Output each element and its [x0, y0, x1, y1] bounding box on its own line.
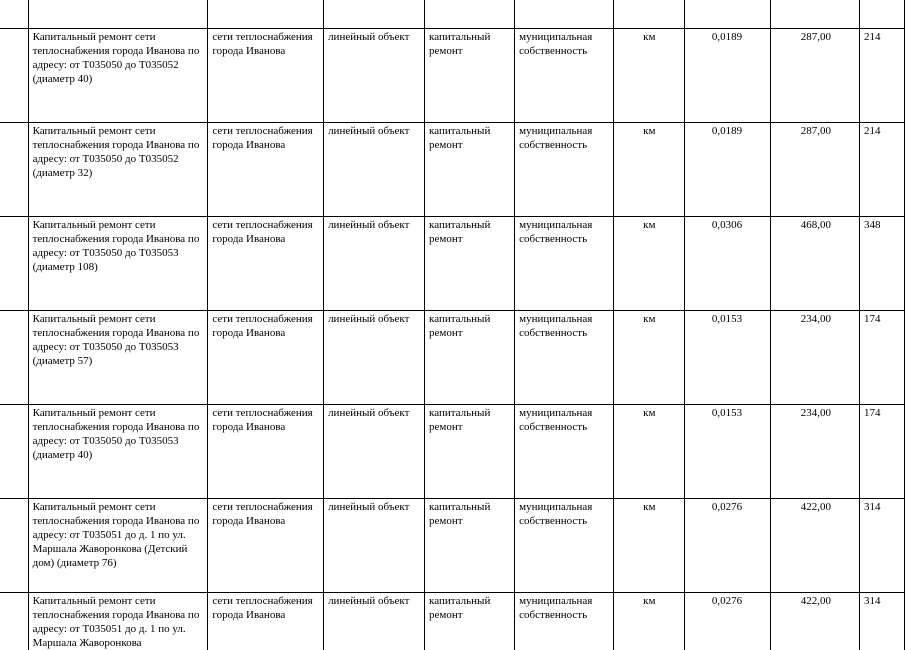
row-index-cell: [0, 593, 28, 650]
object-cell: сети теплоснабжения города Иванова: [208, 593, 324, 650]
work-cell: капитальный ремонт: [425, 311, 515, 405]
type-cell: линейный объект: [324, 123, 425, 217]
type-cell: линейный объект: [324, 405, 425, 499]
length-cell: 0,0153: [685, 405, 771, 499]
table-row: [0, 123, 905, 217]
name-cell: Капитальный ремонт сети теплоснабжения города Иванова по адресу: от Т035050 до Т035053 (диаметр 57): [28, 311, 208, 405]
length-cell: 0,0276: [685, 499, 771, 593]
length-cell: 0,0276: [685, 593, 771, 650]
cut-off-cell: 174: [859, 311, 904, 405]
ownership-cell: муниципальная собственность: [515, 593, 614, 650]
value-cell: 234,00: [771, 405, 860, 499]
value-cell: 422,00: [771, 499, 860, 593]
table-row: [0, 405, 905, 499]
cut-off-cell: 214: [859, 29, 904, 123]
cut-off-cell: 174: [859, 405, 904, 499]
type-cell: линейный объект: [324, 217, 425, 311]
table-row-top-fragment: [0, 0, 905, 29]
object-cell: сети теплоснабжения города Иванова: [208, 499, 324, 593]
work-cell: капитальный ремонт: [425, 217, 515, 311]
length-cell: 0,0189: [685, 123, 771, 217]
table-row: [0, 593, 905, 650]
object-cell: сети теплоснабжения города Иванова: [208, 311, 324, 405]
work-cell: капитальный ремонт: [425, 405, 515, 499]
unit-cell: км: [614, 593, 685, 650]
row-index-cell: [0, 29, 28, 123]
unit-cell: км: [614, 405, 685, 499]
length-cell: 0,0189: [685, 29, 771, 123]
ownership-cell: муниципальная собственность: [515, 123, 614, 217]
ownership-cell: муниципальная собственность: [515, 405, 614, 499]
work-cell: капитальный ремонт: [425, 593, 515, 650]
object-cell: сети теплоснабжения города Иванова: [208, 405, 324, 499]
name-cell: Капитальный ремонт сети теплоснабжения города Иванова по адресу: от Т035051 до д. 1 по ул. Маршала Жаворонкова: [28, 593, 208, 650]
ownership-cell: муниципальная собственность: [515, 311, 614, 405]
type-cell: линейный объект: [324, 593, 425, 650]
cut-off-cell: 214: [859, 123, 904, 217]
work-cell: капитальный ремонт: [425, 499, 515, 593]
cut-off-cell: 348: [859, 217, 904, 311]
unit-cell: км: [614, 217, 685, 311]
unit-cell: км: [614, 123, 685, 217]
name-cell: Капитальный ремонт сети теплоснабжения города Иванова по адресу: от Т035050 до Т035052 (диаметр 40): [28, 29, 208, 123]
type-cell: линейный объект: [324, 311, 425, 405]
table-row: [0, 311, 905, 405]
length-cell: 0,0153: [685, 311, 771, 405]
table-row: [0, 499, 905, 593]
table-row: [0, 217, 905, 311]
name-cell: Капитальный ремонт сети теплоснабжения города Иванова по адресу: от Т035050 до Т035052 (диаметр 32): [28, 123, 208, 217]
value-cell: 468,00: [771, 217, 860, 311]
object-cell: сети теплоснабжения города Иванова: [208, 217, 324, 311]
row-index-cell: [0, 311, 28, 405]
work-cell: капитальный ремонт: [425, 123, 515, 217]
name-cell: Капитальный ремонт сети теплоснабжения города Иванова по адресу: от Т035050 до Т035053 (диаметр 108): [28, 217, 208, 311]
value-cell: 287,00: [771, 29, 860, 123]
unit-cell: км: [614, 311, 685, 405]
ownership-cell: муниципальная собственность: [515, 29, 614, 123]
cut-off-cell: 314: [859, 499, 904, 593]
row-index-cell: [0, 499, 28, 593]
work-cell: капитальный ремонт: [425, 29, 515, 123]
unit-cell: км: [614, 29, 685, 123]
ownership-cell: муниципальная собственность: [515, 217, 614, 311]
name-cell: Капитальный ремонт сети теплоснабжения города Иванова по адресу: от Т035051 до д. 1 по ул. Маршала Жаворонкова (Детский дом) (диаметр 76): [28, 499, 208, 593]
name-cell: Капитальный ремонт сети теплоснабжения города Иванова по адресу: от Т035050 до Т035053 (диаметр 40): [28, 405, 208, 499]
object-cell: сети теплоснабжения города Иванова: [208, 29, 324, 123]
row-index-cell: [0, 123, 28, 217]
value-cell: 287,00: [771, 123, 860, 217]
type-cell: линейный объект: [324, 29, 425, 123]
value-cell: 234,00: [771, 311, 860, 405]
unit-cell: км: [614, 499, 685, 593]
row-index-cell: [0, 405, 28, 499]
cut-off-cell: 314: [859, 593, 904, 650]
object-cell: сети теплоснабжения города Иванова: [208, 123, 324, 217]
ownership-cell: муниципальная собственность: [515, 499, 614, 593]
value-cell: 422,00: [771, 593, 860, 650]
table-row: [0, 29, 905, 123]
length-cell: 0,0306: [685, 217, 771, 311]
row-index-cell: [0, 217, 28, 311]
type-cell: линейный объект: [324, 499, 425, 593]
